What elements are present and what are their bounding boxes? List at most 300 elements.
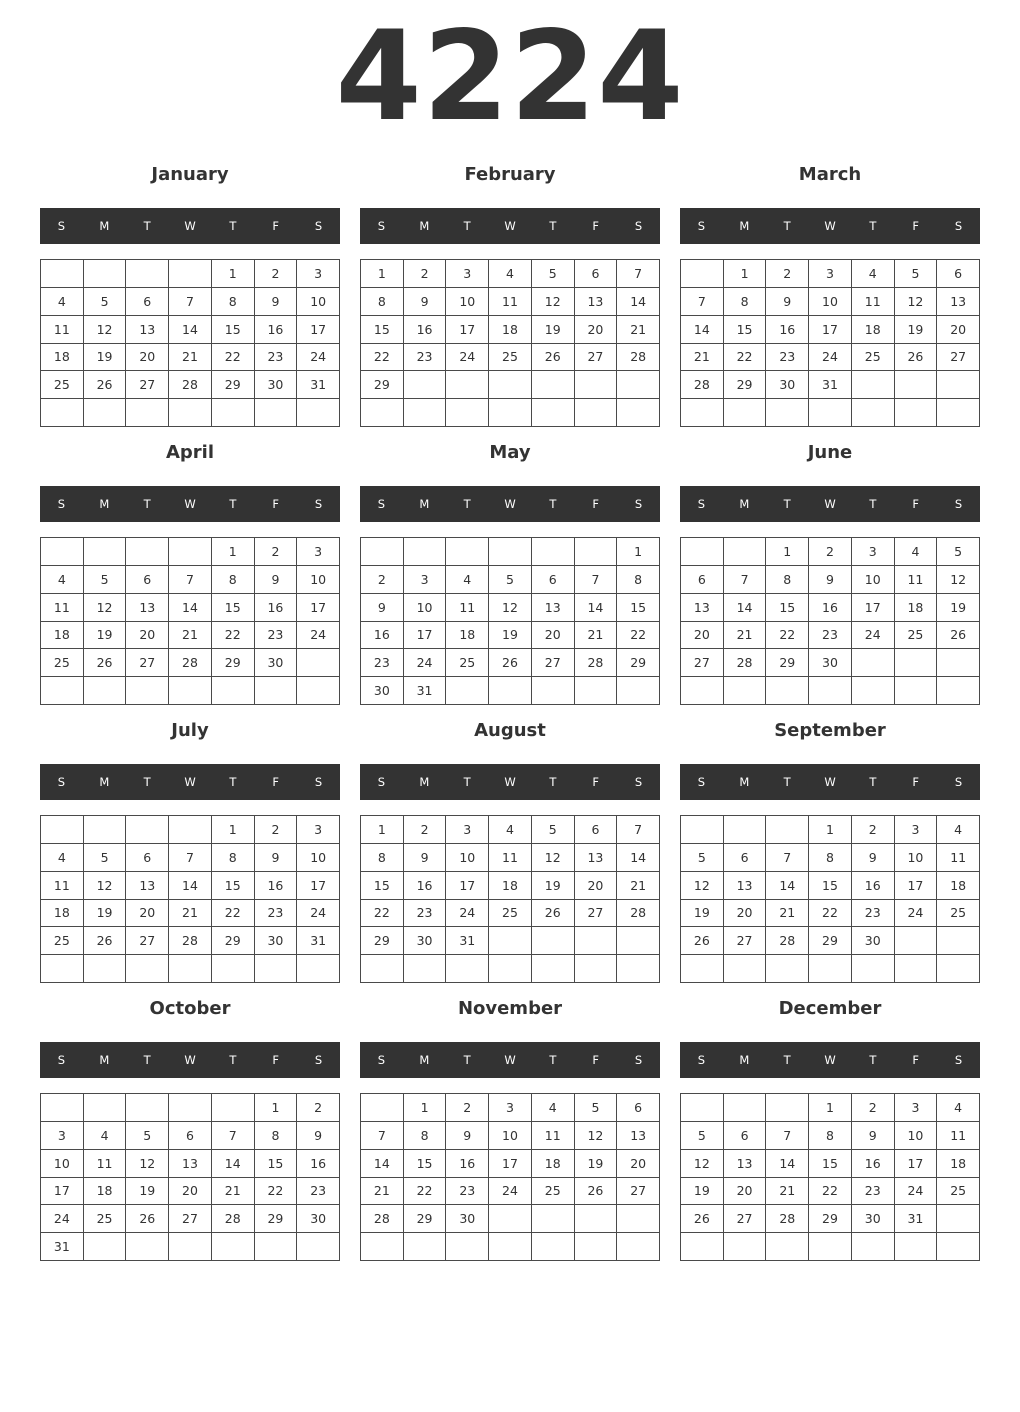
weekday-label: T [229,775,237,789]
day-cell: 21 [766,900,809,928]
empty-cell [169,538,212,566]
empty-cell [41,1094,84,1122]
day-cell: 30 [255,649,298,677]
day-cell: 26 [532,344,575,372]
day-cell: 21 [766,1178,809,1206]
day-cell: 26 [84,649,127,677]
empty-cell [84,1094,127,1122]
day-cell: 19 [84,344,127,372]
empty-cell [41,677,84,705]
weekday-label: F [912,219,920,233]
empty-cell [575,371,618,399]
day-cell: 29 [212,927,255,955]
empty-cell [361,538,404,566]
day-cell: 4 [489,260,532,288]
day-cell: 13 [937,288,980,316]
day-cell: 1 [361,816,404,844]
empty-cell [532,1205,575,1233]
weekday-label: F [592,1053,600,1067]
empty-cell [617,927,660,955]
empty-cell [84,816,127,844]
weekday-label: M [419,219,430,233]
weekday-label: T [229,497,237,511]
day-cell: 11 [489,288,532,316]
day-cell: 20 [126,344,169,372]
empty-cell [84,260,127,288]
weekday-label: S [314,775,323,789]
day-grid [40,1093,340,1261]
empty-cell [724,1094,767,1122]
day-cell: 10 [446,844,489,872]
day-cell: 16 [255,872,298,900]
day-cell: 12 [84,316,127,344]
empty-cell [724,538,767,566]
weekday-label: M [739,775,750,789]
empty-cell [532,1233,575,1261]
day-cell: 27 [126,927,169,955]
empty-cell [681,399,724,427]
day-grid [680,537,980,705]
day-cell: 7 [766,1122,809,1150]
day-cell: 2 [297,1094,340,1122]
empty-cell [532,538,575,566]
day-cell: 26 [681,927,724,955]
day-cell: 16 [766,316,809,344]
weekday-label: T [463,497,471,511]
day-cell: 7 [361,1122,404,1150]
weekday-label: S [377,219,386,233]
day-cell: 30 [404,927,447,955]
empty-cell [489,1233,532,1261]
weekday-label: M [99,497,110,511]
empty-cell [169,399,212,427]
day-cell: 24 [489,1178,532,1206]
empty-cell [84,538,127,566]
day-cell: 30 [255,371,298,399]
day-cell: 30 [852,927,895,955]
day-cell: 4 [895,538,938,566]
day-cell: 31 [809,371,852,399]
day-cell: 10 [404,594,447,622]
day-cell: 4 [937,1094,980,1122]
day-grid [680,259,980,427]
day-cell: 27 [724,927,767,955]
day-cell: 12 [937,566,980,594]
weekday-label: W [184,775,196,789]
day-cell: 12 [532,288,575,316]
empty-cell [361,955,404,983]
day-cell: 28 [169,927,212,955]
day-cell: 27 [575,344,618,372]
day-cell: 13 [617,1122,660,1150]
day-cell: 8 [212,288,255,316]
empty-cell [361,1094,404,1122]
day-cell: 1 [255,1094,298,1122]
empty-cell [724,677,767,705]
day-cell: 17 [895,872,938,900]
weekday-label: M [99,1053,110,1067]
day-cell: 22 [255,1178,298,1206]
day-cell: 6 [681,566,724,594]
day-cell: 23 [766,344,809,372]
day-cell: 24 [297,622,340,650]
empty-cell [681,260,724,288]
empty-cell [681,816,724,844]
day-cell: 21 [617,872,660,900]
day-cell: 22 [809,900,852,928]
empty-cell [895,955,938,983]
empty-cell [575,1205,618,1233]
weekday-label: M [739,1053,750,1067]
day-cell: 17 [446,872,489,900]
day-cell: 20 [575,872,618,900]
weekday-header [680,208,980,244]
day-cell: 23 [404,344,447,372]
day-cell: 20 [575,316,618,344]
day-cell: 18 [41,900,84,928]
day-cell: 4 [84,1122,127,1150]
empty-cell [937,649,980,677]
day-cell: 27 [937,344,980,372]
day-cell: 2 [255,816,298,844]
day-cell: 8 [809,844,852,872]
weekday-label: S [697,1053,706,1067]
day-cell: 19 [489,622,532,650]
day-cell: 15 [809,872,852,900]
day-cell: 2 [852,816,895,844]
day-cell: 9 [446,1122,489,1150]
day-cell: 11 [41,872,84,900]
day-cell: 1 [404,1094,447,1122]
day-cell: 13 [126,316,169,344]
day-cell: 7 [575,566,618,594]
empty-cell [895,927,938,955]
day-cell: 21 [169,344,212,372]
empty-cell [404,1233,447,1261]
weekday-label: F [592,219,600,233]
empty-cell [297,1233,340,1261]
weekday-label: M [739,497,750,511]
weekday-label: S [634,219,643,233]
day-cell: 29 [724,371,767,399]
weekday-label: S [314,1053,323,1067]
empty-cell [212,955,255,983]
day-cell: 30 [361,677,404,705]
day-cell: 10 [297,844,340,872]
weekday-label: T [229,1053,237,1067]
month-name: October [149,998,231,1019]
day-cell: 6 [724,844,767,872]
day-cell: 2 [255,260,298,288]
weekday-label: S [377,775,386,789]
day-cell: 9 [404,288,447,316]
day-cell: 5 [937,538,980,566]
day-cell: 18 [852,316,895,344]
month-name: August [474,720,546,741]
day-cell: 14 [617,288,660,316]
empty-cell [169,1233,212,1261]
empty-cell [617,1205,660,1233]
day-cell: 27 [169,1205,212,1233]
day-cell: 6 [617,1094,660,1122]
empty-cell [532,677,575,705]
day-cell: 28 [575,649,618,677]
day-cell: 22 [212,900,255,928]
day-cell: 3 [489,1094,532,1122]
day-cell: 3 [297,816,340,844]
empty-cell [532,371,575,399]
empty-cell [126,1094,169,1122]
day-cell: 8 [212,566,255,594]
weekday-label: F [592,775,600,789]
day-cell: 8 [361,844,404,872]
empty-cell [937,955,980,983]
empty-cell [489,1205,532,1233]
day-cell: 13 [169,1150,212,1178]
day-cell: 19 [532,316,575,344]
empty-cell [617,399,660,427]
day-cell: 11 [41,594,84,622]
day-cell: 16 [446,1150,489,1178]
day-cell: 5 [84,566,127,594]
day-cell: 3 [852,538,895,566]
weekday-label: W [824,775,836,789]
day-cell: 18 [937,1150,980,1178]
day-cell: 2 [404,260,447,288]
empty-cell [255,1233,298,1261]
day-cell: 29 [212,649,255,677]
day-cell: 22 [361,344,404,372]
empty-cell [852,649,895,677]
empty-cell [575,399,618,427]
day-cell: 25 [489,900,532,928]
weekday-header [360,208,660,244]
empty-cell [681,677,724,705]
day-cell: 23 [404,900,447,928]
weekday-label: S [634,497,643,511]
day-cell: 29 [809,927,852,955]
day-cell: 1 [361,260,404,288]
day-cell: 13 [126,594,169,622]
day-cell: 28 [681,371,724,399]
day-cell: 13 [126,872,169,900]
day-cell: 10 [297,288,340,316]
day-cell: 25 [446,649,489,677]
day-cell: 20 [126,900,169,928]
empty-cell [126,955,169,983]
day-cell: 14 [724,594,767,622]
empty-cell [532,927,575,955]
day-cell: 28 [169,649,212,677]
empty-cell [895,371,938,399]
day-cell: 28 [169,371,212,399]
day-cell: 23 [361,649,404,677]
day-cell: 20 [532,622,575,650]
day-cell: 8 [766,566,809,594]
day-cell: 16 [361,622,404,650]
day-cell: 27 [532,649,575,677]
day-cell: 19 [532,872,575,900]
empty-cell [41,816,84,844]
weekday-label: M [419,775,430,789]
empty-cell [169,677,212,705]
month-name: January [151,164,229,185]
day-cell: 4 [489,816,532,844]
day-cell: 7 [169,288,212,316]
weekday-label: T [783,219,791,233]
day-cell: 5 [895,260,938,288]
day-cell: 14 [169,594,212,622]
day-cell: 16 [255,594,298,622]
day-cell: 3 [404,566,447,594]
day-cell: 9 [255,844,298,872]
day-cell: 22 [809,1178,852,1206]
empty-cell [766,399,809,427]
weekday-label: F [272,219,280,233]
day-cell: 18 [489,872,532,900]
empty-cell [937,927,980,955]
day-cell: 4 [446,566,489,594]
day-grid [360,1093,660,1261]
day-cell: 23 [809,622,852,650]
day-cell: 29 [361,371,404,399]
day-cell: 6 [169,1122,212,1150]
day-cell: 19 [575,1150,618,1178]
weekday-header [360,764,660,800]
empty-cell [446,1233,489,1261]
weekday-label: F [592,497,600,511]
day-cell: 28 [724,649,767,677]
day-cell: 29 [766,649,809,677]
day-cell: 19 [895,316,938,344]
day-cell: 8 [724,288,767,316]
empty-cell [361,1233,404,1261]
empty-cell [532,955,575,983]
empty-cell [297,649,340,677]
day-cell: 29 [617,649,660,677]
empty-cell [766,1094,809,1122]
empty-cell [852,1233,895,1261]
day-cell: 29 [255,1205,298,1233]
day-cell: 31 [895,1205,938,1233]
empty-cell [404,955,447,983]
day-cell: 24 [895,900,938,928]
month-name: November [457,998,563,1019]
day-cell: 20 [937,316,980,344]
empty-cell [255,677,298,705]
empty-cell [895,649,938,677]
day-cell: 22 [724,344,767,372]
empty-cell [297,399,340,427]
day-cell: 28 [766,1205,809,1233]
day-cell: 4 [532,1094,575,1122]
year-title: 4224 [335,5,685,149]
day-cell: 24 [297,900,340,928]
month-name: March [798,164,862,185]
weekday-label: T [143,219,151,233]
empty-cell [489,927,532,955]
day-cell: 10 [852,566,895,594]
day-cell: 24 [446,900,489,928]
day-cell: 14 [766,872,809,900]
day-cell: 6 [126,844,169,872]
empty-cell [446,371,489,399]
day-cell: 8 [212,844,255,872]
day-cell: 14 [361,1150,404,1178]
weekday-label: T [463,1053,471,1067]
day-cell: 6 [532,566,575,594]
weekday-label: M [739,219,750,233]
day-cell: 24 [41,1205,84,1233]
empty-cell [126,399,169,427]
day-cell: 23 [446,1178,489,1206]
day-cell: 19 [937,594,980,622]
day-cell: 15 [766,594,809,622]
day-cell: 3 [41,1122,84,1150]
day-cell: 24 [446,344,489,372]
empty-cell [809,399,852,427]
day-cell: 23 [255,900,298,928]
weekday-label: F [272,775,280,789]
day-cell: 25 [41,649,84,677]
day-cell: 23 [297,1178,340,1206]
day-cell: 30 [852,1205,895,1233]
weekday-label: T [143,775,151,789]
day-cell: 31 [41,1233,84,1261]
day-cell: 9 [297,1122,340,1150]
day-cell: 29 [404,1205,447,1233]
day-cell: 15 [255,1150,298,1178]
weekday-label: T [783,1053,791,1067]
day-cell: 15 [724,316,767,344]
day-cell: 22 [212,622,255,650]
day-cell: 26 [84,371,127,399]
weekday-header [40,1042,340,1078]
day-cell: 24 [297,344,340,372]
empty-cell [895,1233,938,1261]
day-cell: 5 [489,566,532,594]
empty-cell [169,260,212,288]
day-cell: 11 [489,844,532,872]
empty-cell [809,677,852,705]
weekday-label: T [783,775,791,789]
day-cell: 14 [681,316,724,344]
empty-cell [617,677,660,705]
day-grid [40,815,340,983]
day-cell: 30 [809,649,852,677]
day-cell: 30 [766,371,809,399]
day-cell: 12 [895,288,938,316]
day-cell: 31 [404,677,447,705]
day-cell: 2 [361,566,404,594]
day-cell: 9 [255,566,298,594]
day-cell: 6 [575,260,618,288]
weekday-label: T [869,497,877,511]
day-cell: 25 [852,344,895,372]
day-cell: 16 [404,872,447,900]
day-cell: 8 [617,566,660,594]
day-cell: 27 [681,649,724,677]
empty-cell [724,816,767,844]
empty-cell [809,955,852,983]
day-cell: 25 [84,1205,127,1233]
day-cell: 16 [852,1150,895,1178]
day-cell: 19 [681,1178,724,1206]
day-cell: 21 [169,900,212,928]
empty-cell [212,1094,255,1122]
day-cell: 25 [532,1178,575,1206]
day-cell: 22 [617,622,660,650]
